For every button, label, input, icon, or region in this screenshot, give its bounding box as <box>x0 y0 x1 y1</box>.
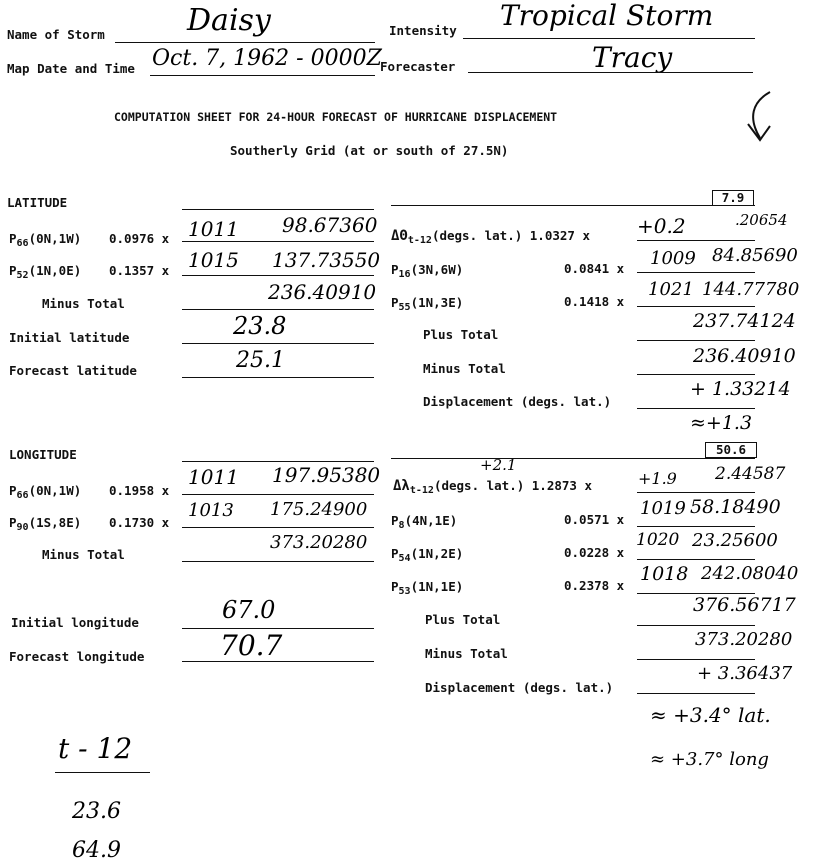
lat-forecast-line <box>182 377 374 378</box>
lon-right-minus-line <box>637 659 755 660</box>
dlambda-label: $\Delta\lambda_{t-12}(degs$. lat.) 1.2873 x <box>393 478 592 496</box>
forecaster-line <box>468 72 753 73</box>
dtheta-obs: +0.2 <box>637 214 686 238</box>
lat-box-value: 7.9 <box>712 190 754 206</box>
lon-right-row-2-obs: 1020 <box>636 530 680 550</box>
map-date-label: Map Date and Time <box>7 61 135 76</box>
hand-arrow-icon <box>740 88 790 148</box>
lon-displacement-value: + 3.36437 <box>697 663 793 684</box>
lat-row-2-obs: 1015 <box>188 248 239 272</box>
lon-row-1-prod: 197.95380 <box>272 463 381 487</box>
lat-right-row-2-prod: 144.77780 <box>702 279 800 300</box>
note-longitude-value: 64.9 <box>72 838 121 863</box>
lat-plus-label: Plus Total <box>423 327 499 342</box>
lat-right-minus-value: 236.40910 <box>693 345 796 367</box>
lon-plus-label: Plus Total <box>425 612 501 627</box>
latitude-heading: LATITUDE <box>7 195 68 210</box>
lat-row-1-coef: 0.0976 x <box>109 231 170 246</box>
lat-initial-label: Initial latitude <box>9 330 130 345</box>
lon-forecast-line <box>182 661 374 662</box>
lon-box-value: 50.6 <box>705 442 757 458</box>
lat-row-2-coef: 0.1357 x <box>109 263 170 278</box>
latitude-top-line <box>182 209 374 210</box>
lon-right-minus-label: Minus Total <box>425 646 508 661</box>
storm-name-label: Name of Storm <box>7 27 105 42</box>
lat-right-minus-label: Minus Total <box>423 361 506 376</box>
lon-right-row-1-label: $P_8(4N,1E)$ <box>391 513 458 531</box>
lat-right-row-2-line <box>637 306 755 307</box>
lon-row-2-coef: 0.1730 x <box>109 515 170 530</box>
lat-displacement-line <box>637 408 755 409</box>
note-t-minus-12: t - 12 <box>58 732 133 765</box>
lon-approx-long: ≈ +3.7° long <box>650 749 769 770</box>
lon-right-top-line <box>391 458 755 459</box>
lat-right-row-1-line <box>637 272 755 273</box>
storm-name-value: Daisy <box>187 3 271 38</box>
lat-initial-value: 23.8 <box>233 312 287 340</box>
lon-approx-lat: ≈ +3.4° lat. <box>650 703 771 727</box>
lat-right-row-2-label: $P_{55}(1N,3E)$ <box>391 295 464 313</box>
lon-right-row-2-line <box>637 559 755 560</box>
dtheta-prod: .20654 <box>735 211 788 229</box>
lon-right-row-2-coef: 0.0228 x <box>564 545 625 560</box>
intensity-label: Intensity <box>389 23 457 38</box>
lat-minus-value: 236.40910 <box>268 280 377 304</box>
dtheta-label: $\Delta\Theta_{t-12}(degs$. lat.) 1.0327 x <box>391 228 590 246</box>
lat-right-minus-line <box>637 374 755 375</box>
lat-row-2-prod: 137.73550 <box>272 248 381 272</box>
lat-plus-value: 237.74124 <box>693 310 796 332</box>
longitude-heading: LONGITUDE <box>9 447 77 462</box>
lon-minus-value: 373.20280 <box>270 532 368 553</box>
lon-right-row-3-obs: 1018 <box>640 563 689 585</box>
lon-row-2-prod: 175.24900 <box>270 499 368 520</box>
dtheta-line <box>637 240 755 241</box>
map-date-value: Oct. 7, 1962 - 0000Z <box>152 46 382 71</box>
lat-right-row-1-obs: 1009 <box>650 248 696 269</box>
lat-right-row-1-label: $P_{16}(3N,6W)$ <box>391 262 464 280</box>
lat-right-row-2-coef: 0.1418 x <box>564 294 625 309</box>
map-date-line <box>150 75 375 76</box>
lon-right-row-2-label: $P_{54}(1N,2E)$ <box>391 546 464 564</box>
lon-right-row-2-prod: 23.25600 <box>692 530 778 551</box>
lon-row-2-line <box>182 527 374 528</box>
lat-row-2-line <box>182 275 374 276</box>
sheet-title: COMPUTATION SHEET FOR 24-HOUR FORECAST OF HURRICANE DISPLACEMENT <box>114 110 558 124</box>
lon-right-row-1-obs: 1019 <box>640 498 686 519</box>
lat-plus-line <box>637 340 755 341</box>
note-underline <box>55 772 150 773</box>
lon-displacement-label: Displacement (degs. lat.) <box>425 680 614 695</box>
longitude-top-line <box>182 461 374 462</box>
lon-initial-label: Initial longitude <box>11 615 139 630</box>
lat-row-2-label: $P_{52}(1N,0E)$ <box>9 263 82 281</box>
lat-row-1-prod: 98.67360 <box>282 213 378 237</box>
lat-minus-line <box>182 309 374 310</box>
lon-row-1-coef: 0.1958 x <box>109 483 170 498</box>
lon-right-row-3-prod: 242.08040 <box>701 563 799 584</box>
forecaster-value: Tracy <box>592 41 673 74</box>
lat-minus-label: Minus Total <box>42 296 125 311</box>
lon-displacement-line <box>637 693 755 694</box>
lon-row-1-label: $P_{66}(0N,1W)$ <box>9 483 82 501</box>
lat-row-1-label: $P_{66}(0N,1W)$ <box>9 231 82 249</box>
lon-initial-value: 67.0 <box>222 596 276 624</box>
lon-row-1-obs: 1011 <box>188 465 239 489</box>
lon-right-row-3-label: $P_{53}(1N,1E)$ <box>391 579 464 597</box>
lon-minus-line <box>182 561 374 562</box>
lon-row-2-obs: 1013 <box>188 500 234 521</box>
dlambda-prod: 2.44587 <box>715 464 786 484</box>
note-latitude-value: 23.6 <box>72 799 121 824</box>
lat-right-top-line <box>391 205 755 206</box>
lat-initial-line <box>182 343 374 344</box>
lon-right-row-1-line <box>637 526 755 527</box>
lon-plus-line <box>637 625 755 626</box>
dlambda-line <box>637 492 755 493</box>
intensity-value: Tropical Storm <box>500 0 714 32</box>
lat-right-row-2-obs: 1021 <box>648 279 694 300</box>
lat-right-row-1-coef: 0.0841 x <box>564 261 625 276</box>
lon-forecast-label: Forecast longitude <box>9 649 145 664</box>
lon-row-2-label: $P_{90}(1S,8E)$ <box>9 515 82 533</box>
lat-forecast-label: Forecast latitude <box>9 363 137 378</box>
dlambda-note: +2.1 <box>480 456 517 474</box>
intensity-line <box>463 38 755 39</box>
lon-right-row-3-coef: 0.2378 x <box>564 578 625 593</box>
lat-displacement-value: + 1.33214 <box>690 378 791 400</box>
lat-row-1-line <box>182 241 374 242</box>
lat-right-row-1-prod: 84.85690 <box>712 245 798 266</box>
lat-row-1-obs: 1011 <box>188 217 239 241</box>
sheet-subtitle: Southerly Grid (at or south of 27.5N) <box>230 143 509 158</box>
lon-plus-value: 376.56717 <box>693 594 796 616</box>
dlambda-obs: +1.9 <box>638 469 677 488</box>
lon-row-1-line <box>182 494 374 495</box>
lon-right-row-1-prod: 58.18490 <box>690 496 781 518</box>
lon-forecast-value: 70.7 <box>220 629 283 662</box>
lat-approx-value: ≈+1.3 <box>690 412 753 434</box>
lon-right-minus-value: 373.20280 <box>695 629 793 650</box>
storm-name-line <box>115 42 375 43</box>
lon-right-row-1-coef: 0.0571 x <box>564 512 625 527</box>
lat-forecast-value: 25.1 <box>236 348 285 373</box>
forecaster-label: Forecaster <box>380 59 456 74</box>
lat-displacement-label: Displacement (degs. lat.) <box>423 394 612 409</box>
lon-minus-label: Minus Total <box>42 547 125 562</box>
